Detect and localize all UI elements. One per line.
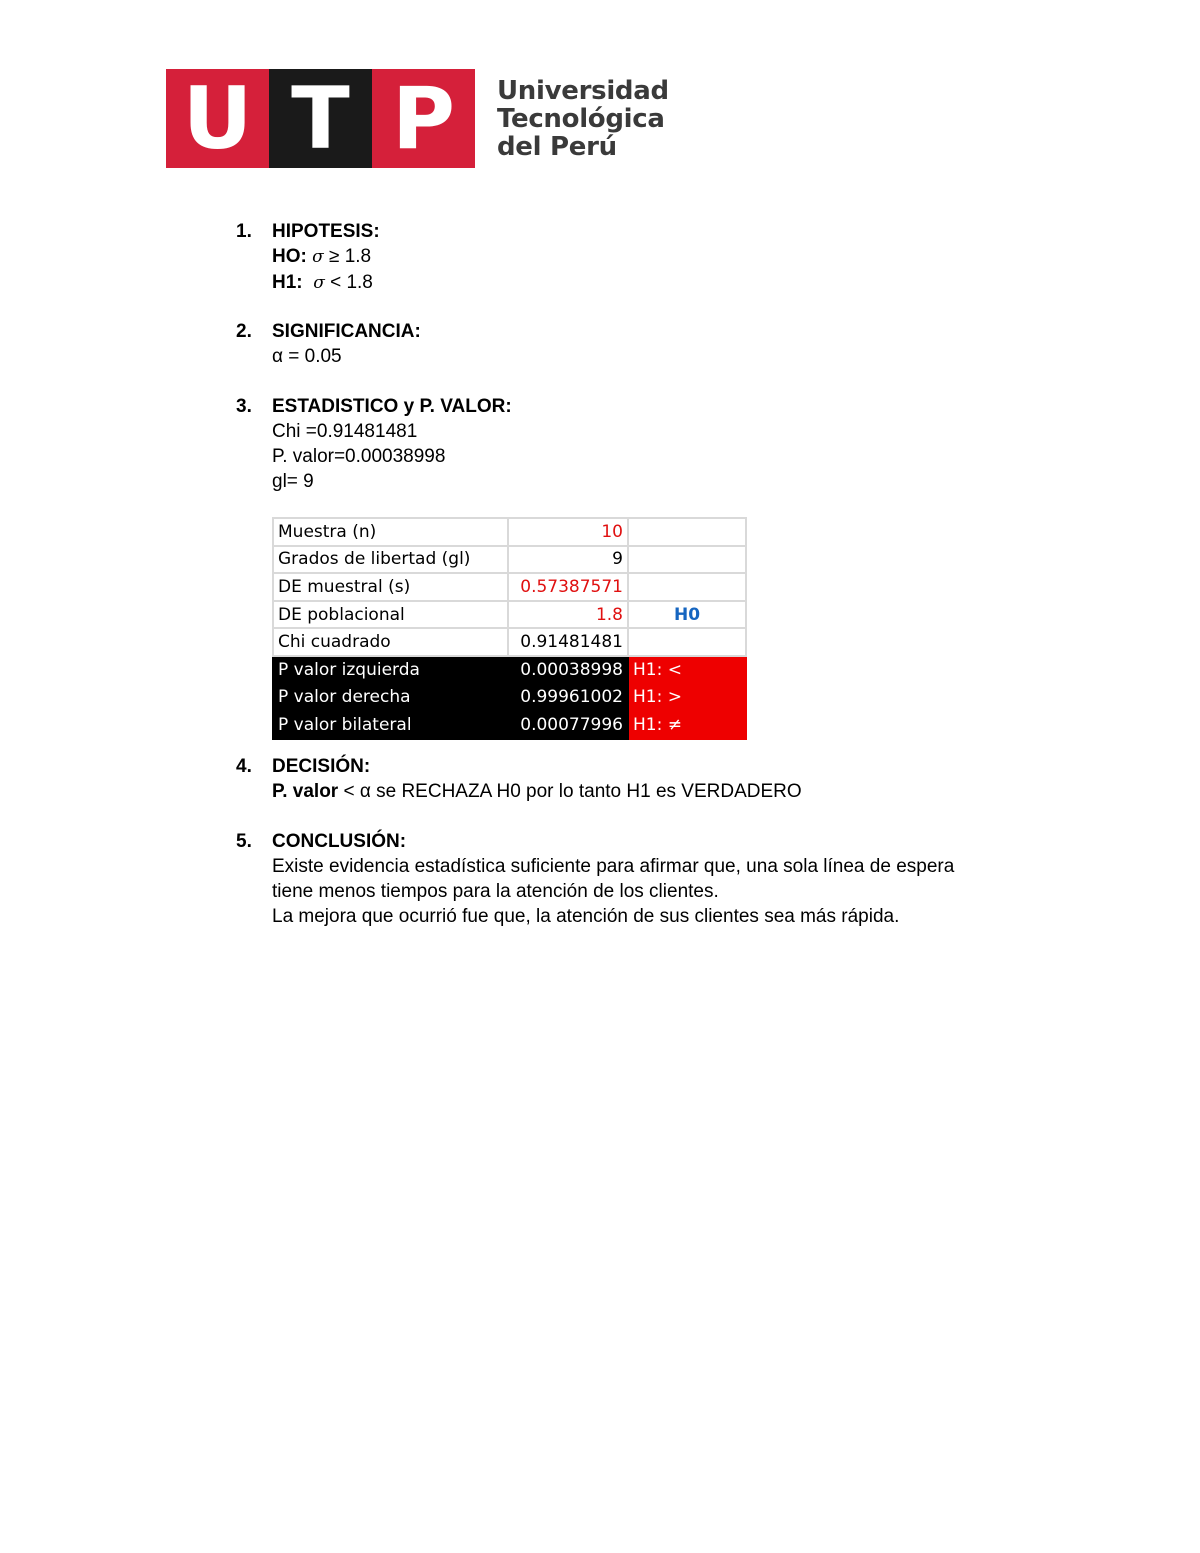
university-name-line: del Perú — [497, 131, 617, 162]
row-value: 1.8 — [508, 601, 628, 629]
section-number: 1. — [236, 221, 252, 242]
row-label: P valor bilateral — [273, 711, 508, 739]
row-label: P valor derecha — [273, 684, 508, 712]
hypothesis-h0: HO: σ ≥ 1.8 — [272, 246, 372, 267]
logo-letter-t: T — [269, 69, 372, 168]
section-title: HIPOTESIS: — [272, 221, 380, 242]
logo-letter-u: U — [166, 69, 269, 168]
section-title: SIGNIFICANCIA: — [272, 321, 421, 342]
row-value: 10 — [508, 518, 628, 546]
university-name — [497, 77, 669, 161]
conclusion-line: tiene menos tiempos para la atención de los clientes. — [272, 881, 719, 902]
row-note: H0 — [628, 601, 746, 629]
utp-logo — [166, 69, 669, 168]
row-label: Chi cuadrado — [273, 628, 508, 656]
row-label: P valor izquierda — [273, 656, 508, 684]
section-number: 2. — [236, 321, 252, 342]
row-value: 0.99961002 — [508, 684, 628, 712]
row-label: Grados de libertad (gl) — [273, 546, 508, 574]
row-note: H1: ≠ — [628, 711, 746, 739]
table-row — [273, 601, 746, 629]
table-row — [273, 628, 746, 656]
logo-letter-block — [166, 69, 475, 168]
table-row — [273, 546, 746, 574]
row-value: 0.57387571 — [508, 573, 628, 601]
alpha-value: α = 0.05 — [272, 346, 342, 367]
university-name-line: Tecnológica — [497, 103, 665, 134]
row-note: H1: > — [628, 684, 746, 712]
decision-text: P. valor < α se RECHAZA H0 por lo tanto H1 es VERDADERO — [272, 781, 802, 802]
conclusion-line: Existe evidencia estadística suficiente para afirmar que, una sola línea de espera — [272, 856, 955, 877]
row-note — [628, 518, 746, 546]
conclusion-line: La mejora que ocurrió fue que, la atención de sus clientes sea más rápida. — [272, 906, 900, 927]
statistics-table — [272, 517, 747, 740]
table-row — [273, 684, 746, 712]
row-value: 0.00038998 — [508, 656, 628, 684]
row-label: DE poblacional — [273, 601, 508, 629]
table-row — [273, 518, 746, 546]
logo-letter-p: P — [372, 69, 475, 168]
section-title: CONCLUSIÓN: — [272, 831, 407, 852]
gl-value: gl= 9 — [272, 471, 314, 492]
p-value: P. valor=0.00038998 — [272, 446, 446, 467]
section-title: ESTADISTICO y P. VALOR: — [272, 396, 512, 417]
section-number: 4. — [236, 756, 252, 777]
table-row — [273, 711, 746, 739]
section-title: DECISIÓN: — [272, 756, 371, 777]
university-name-line: Universidad — [497, 75, 669, 106]
row-value: 0.91481481 — [508, 628, 628, 656]
chi-value: Chi =0.91481481 — [272, 421, 418, 442]
table-row — [273, 573, 746, 601]
row-note — [628, 628, 746, 656]
hypothesis-h1: H1: σ < 1.8 — [272, 272, 373, 293]
row-label: DE muestral (s) — [273, 573, 508, 601]
row-note — [628, 573, 746, 601]
row-label: Muestra (n) — [273, 518, 508, 546]
table-row — [273, 656, 746, 684]
row-note — [628, 546, 746, 574]
row-value: 0.00077996 — [508, 711, 628, 739]
row-value: 9 — [508, 546, 628, 574]
section-number: 3. — [236, 396, 252, 417]
row-note: H1: < — [628, 656, 746, 684]
section-number: 5. — [236, 831, 252, 852]
